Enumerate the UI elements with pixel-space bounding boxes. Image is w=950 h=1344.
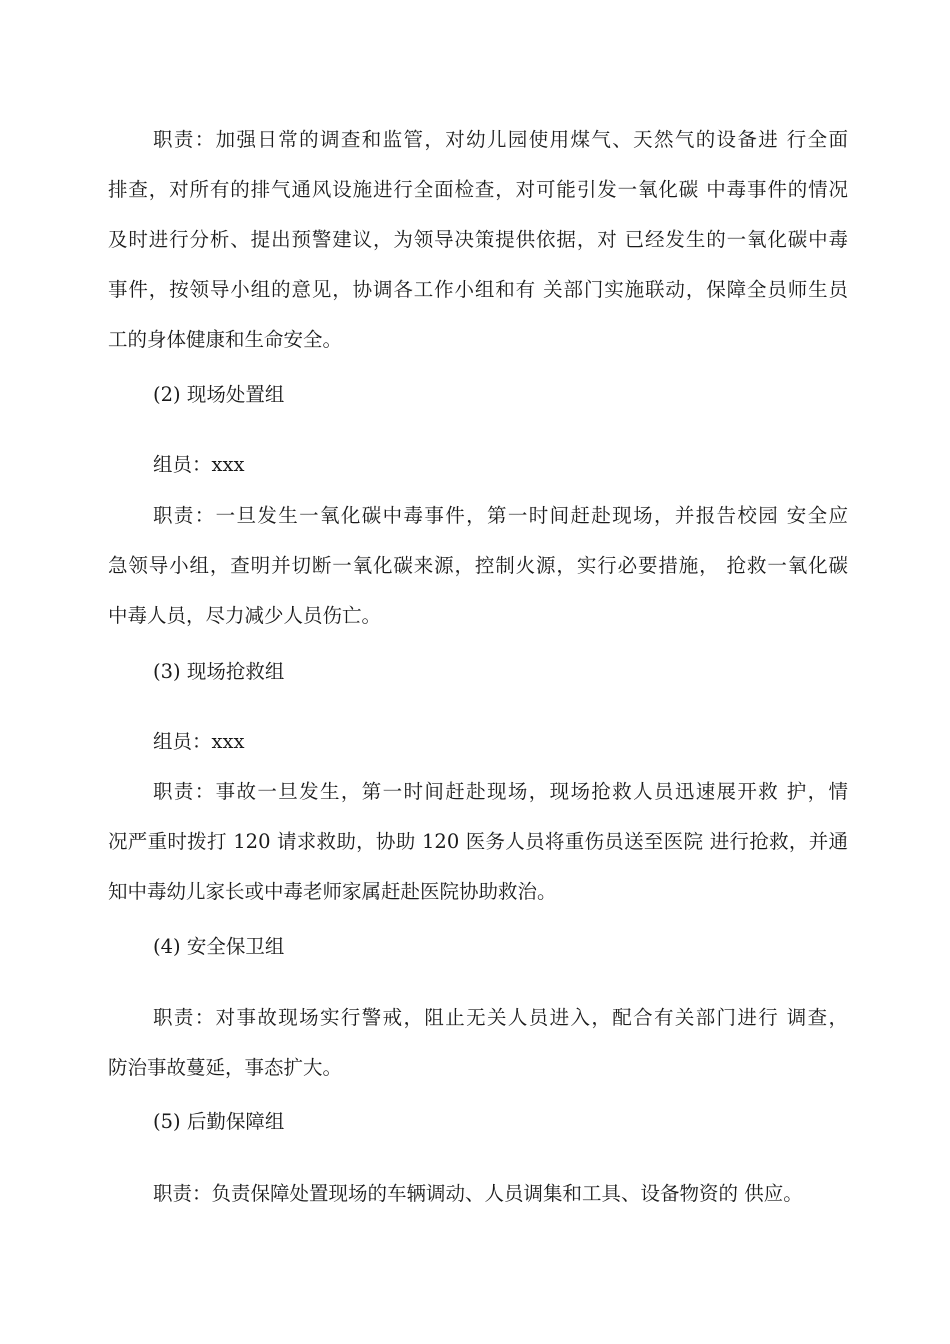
paragraph-line: 职责：对事故现场实行警戒，阻止无关人员进入，配合有关部门进行 调查， <box>153 1006 848 1029</box>
members-line: 组员：xxx <box>153 730 245 753</box>
paragraph-line: 况严重时拨打 120 请求救助，协助 120 医务人员将重伤员送至医院 进行抢救，并通 <box>108 830 848 853</box>
paragraph-line: 职责：负责保障处置现场的车辆调动、人员调集和工具、设备物资的 供应。 <box>153 1182 803 1205</box>
section-heading: (5) 后勤保障组 <box>153 1110 285 1133</box>
paragraph-line: 中毒人员，尽力减少人员伤亡。 <box>108 604 382 627</box>
paragraph-line: 防治事故蔓延，事态扩大。 <box>108 1056 343 1079</box>
section-heading: (2) 现场处置组 <box>153 383 285 406</box>
paragraph-line: 事件，按领导小组的意见，协调各工作小组和有 关部门实施联动，保障全员师生员 <box>108 278 848 301</box>
paragraph-line: 及时进行分析、提出预警建议，为领导决策提供依据，对 已经发生的一氧化碳中毒 <box>108 228 848 251</box>
paragraph-line: 职责：一旦发生一氧化碳中毒事件，第一时间赶赴现场，并报告校园 安全应 <box>153 504 848 527</box>
paragraph-line: 工的身体健康和生命安全。 <box>108 328 343 351</box>
section-heading: (4) 安全保卫组 <box>153 935 285 958</box>
paragraph-line: 知中毒幼儿家长或中毒老师家属赶赴医院协助救治。 <box>108 880 557 903</box>
paragraph-line: 急领导小组，查明并切断一氧化碳来源，控制火源，实行必要措施， 抢救一氧化碳 <box>108 554 848 577</box>
paragraph-line: 排查，对所有的排气通风设施进行全面检查，对可能引发一氧化碳 中毒事件的情况 <box>108 178 848 201</box>
section-heading: (3) 现场抢救组 <box>153 660 285 683</box>
paragraph-line: 职责：事故一旦发生，第一时间赶赴现场，现场抢救人员迅速展开救 护，情 <box>153 780 848 803</box>
paragraph-line: 职责：加强日常的调查和监管，对幼儿园使用煤气、天然气的设备进 行全面 <box>153 128 848 151</box>
members-line: 组员：xxx <box>153 453 245 476</box>
